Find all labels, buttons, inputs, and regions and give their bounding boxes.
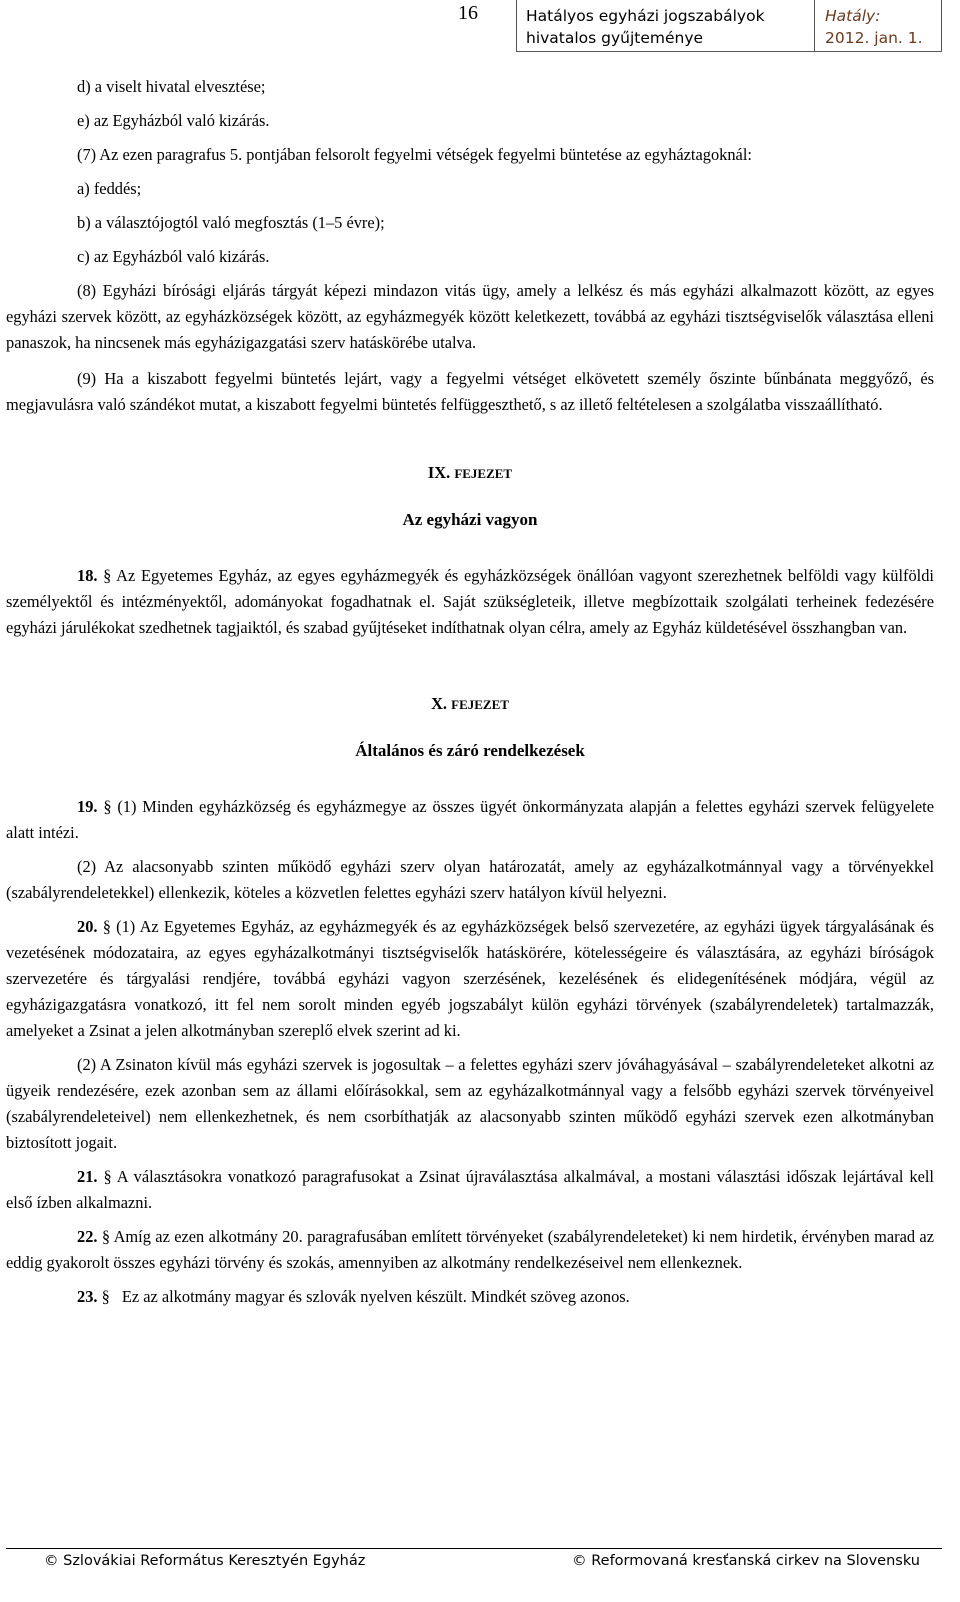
chapter-title: Általános és záró rendelkezések <box>355 741 585 760</box>
section-18 <box>6 563 934 641</box>
section-number: 21. <box>77 1167 98 1186</box>
section-text: Amíg az ezen alkotmány 20. paragrafusában említett törvényeket (szabályrendeleteket) ki nem hirdetik, érvényben marad az eddig gyakorolt összes egyházi törvény és szokás, amennyiben az alkotmány rendelkezéseivel nem ellenkeznek. <box>6 1227 934 1272</box>
paragraph: (9) Ha a kiszabott fegyelmi büntetés lejárt, vagy a fegyelmi vétséget elkövetett személy őszinte bűnbánata meggyőző, és megjavulásra való szándékot mutat, a kiszabott fegyelmi büntetés felfüggeszthető, s az illető feltételesen a szolgálatba visszaállítható. <box>6 369 934 414</box>
section-19 <box>6 794 934 846</box>
header-title-line1: Hatályos egyházi jogszabályok <box>526 7 765 25</box>
page-number: 16 <box>458 2 478 24</box>
section-text: Az Egyetemes Egyház, az egyes egyházmegyék és egyházközségek önállóan vagyont szerezhetnek belföldi vagy külföldi személyektől és intézményektől, adományokat fogadhatnak el. Saját szükségleteik, illetve megbízottaik szolgálati terheinek fedezésére egyházi járulékokat szedhetnek tagjaiktól, és szabad gyűjtéseket indíthatnak olyan célra, amely az Egyház küldetésével összhangban van. <box>6 566 934 637</box>
section-text: Ez az alkotmány magyar és szlovák nyelven készült. Mindkét szöveg azonos. <box>121 1287 630 1306</box>
section-sign: § <box>103 797 112 816</box>
page-footer <box>0 1548 960 1578</box>
section-text: A választásokra vonatkozó paragrafusokat a Zsinat újraválasztása alkalmával, a mostani választási időszak lejártával kell első ízben alkalmazni. <box>6 1167 934 1212</box>
section-20 <box>6 914 934 1044</box>
section-number: 23. <box>77 1287 98 1306</box>
section-21 <box>6 1164 934 1216</box>
chapter-number: IX. <box>427 463 451 482</box>
section-number: 20. <box>77 917 98 936</box>
paragraph: (2) A Zsinaton kívül más egyházi szervek is jogosultak – a felettes egyházi szerv jóváhagyásával – szabályrendeleteket alkotni az ügyeik rendezésére, ezek azonban sem az állami előírásokkal, sem az egyházalkotmánnyal vagy a felsőbb egyházi szervek törvényeivel (szabályrendeleteivel) nem ellenkezhetnek, és nem csorbíthatják az alacsonyabb szinten működő egyházi szervek ezen alkotmányban biztosított jogait. <box>6 1055 934 1152</box>
header-title <box>517 0 815 51</box>
chapter-word: FEJEZET <box>451 697 509 712</box>
effective-label: Hatály: <box>825 7 881 25</box>
section-number: 18. <box>77 566 98 585</box>
footer-copyright-sk: © Reformovaná kresťanská cirkev na Slovensku <box>572 1553 920 1569</box>
paragraph: (7) Az ezen paragrafus 5. pontjában felsorolt fegyelmi vétségek fegyelmi büntetése az egyháztagoknál: <box>77 145 752 164</box>
chapter-word: FEJEZET <box>454 466 513 481</box>
footer-copyright-hu: © Szlovákiai Református Keresztyén Egyház <box>44 1553 366 1569</box>
document-body <box>6 74 934 1310</box>
section-sign: § <box>101 1287 110 1306</box>
chapter-number: X. <box>431 694 448 713</box>
list-item: e) az Egyházból való kizárás. <box>77 111 270 130</box>
section-sign: § <box>102 917 111 936</box>
chapter-heading <box>6 691 934 718</box>
section-text: (1) Minden egyházközség és egyházmegye az összes ügyét önkormányzata alapján a felettes egyházi szervek felügyelete alatt intézi. <box>6 797 934 842</box>
list-item: a) feddés; <box>77 179 142 198</box>
section-number: 22. <box>77 1227 98 1246</box>
header-box <box>516 0 942 52</box>
section-sign: § <box>103 566 112 585</box>
section-number: 19. <box>77 797 98 816</box>
header-effective <box>815 0 941 51</box>
chapter-heading <box>6 460 934 487</box>
header-title-line2: hivatalos gyűjteménye <box>526 29 704 47</box>
list-item: c) az Egyházból való kizárás. <box>77 247 270 266</box>
section-text: (1) Az Egyetemes Egyház, az egyházmegyék és az egyházközségek belső szervezetére, az egyházi ügyek tárgyalásának és vezetésének módozataira, az egyes egyházalkotmányi tisztségviselők hatáskörére, kötelességeire és választására, az egyházi bíróságok szervezetére és tárgyalási rendjére, továbbá egyházi vagyon szerzésének, kezelésének és elidegenítésének módjára, végül az egyházigazgatásra vonatkozó, itt fel nem sorolt minden egyéb jogszabályt külön egyházi törvények (szabályrendeletek) tartalmazzák, amelyeket a Zsinat a jelen alkotmányban szereplő elvek szerint ad ki. <box>6 917 934 1040</box>
section-sign: § <box>101 1227 111 1246</box>
paragraph: (2) Az alacsonyabb szinten működő egyházi szerv olyan határozatát, amely az egyházalkotmánnyal vagy a törvényekkel (szabályrendeletekkel) ellenkezik, köteles a közvetlen felettes egyházi szerv hatályon kívül helyezni. <box>6 857 934 902</box>
list-item: b) a választójogtól való megfosztás (1–5 évre); <box>77 213 385 232</box>
footer-divider <box>6 1548 942 1549</box>
list-item: d) a viselt hivatal elvesztése; <box>77 77 266 96</box>
paragraph: (8) Egyházi bírósági eljárás tárgyát képezi mindazon vitás ügy, amely a lelkész és más egyházi alkalmazott között, az egyes egyházi szervek között, az egyházközségek között, az egyházmegyék között keletkezett, továbbá az egyházi tisztségviselők választása elleni panaszok, ha nincsenek más egyházigazgatási szerv hatáskörébe utalva. <box>6 281 934 352</box>
section-sign: § <box>103 1167 112 1186</box>
effective-date: 2012. jan. 1. <box>825 29 923 47</box>
chapter-title: Az egyházi vagyon <box>402 510 538 529</box>
section-22 <box>6 1224 934 1276</box>
section-23 <box>6 1284 934 1310</box>
